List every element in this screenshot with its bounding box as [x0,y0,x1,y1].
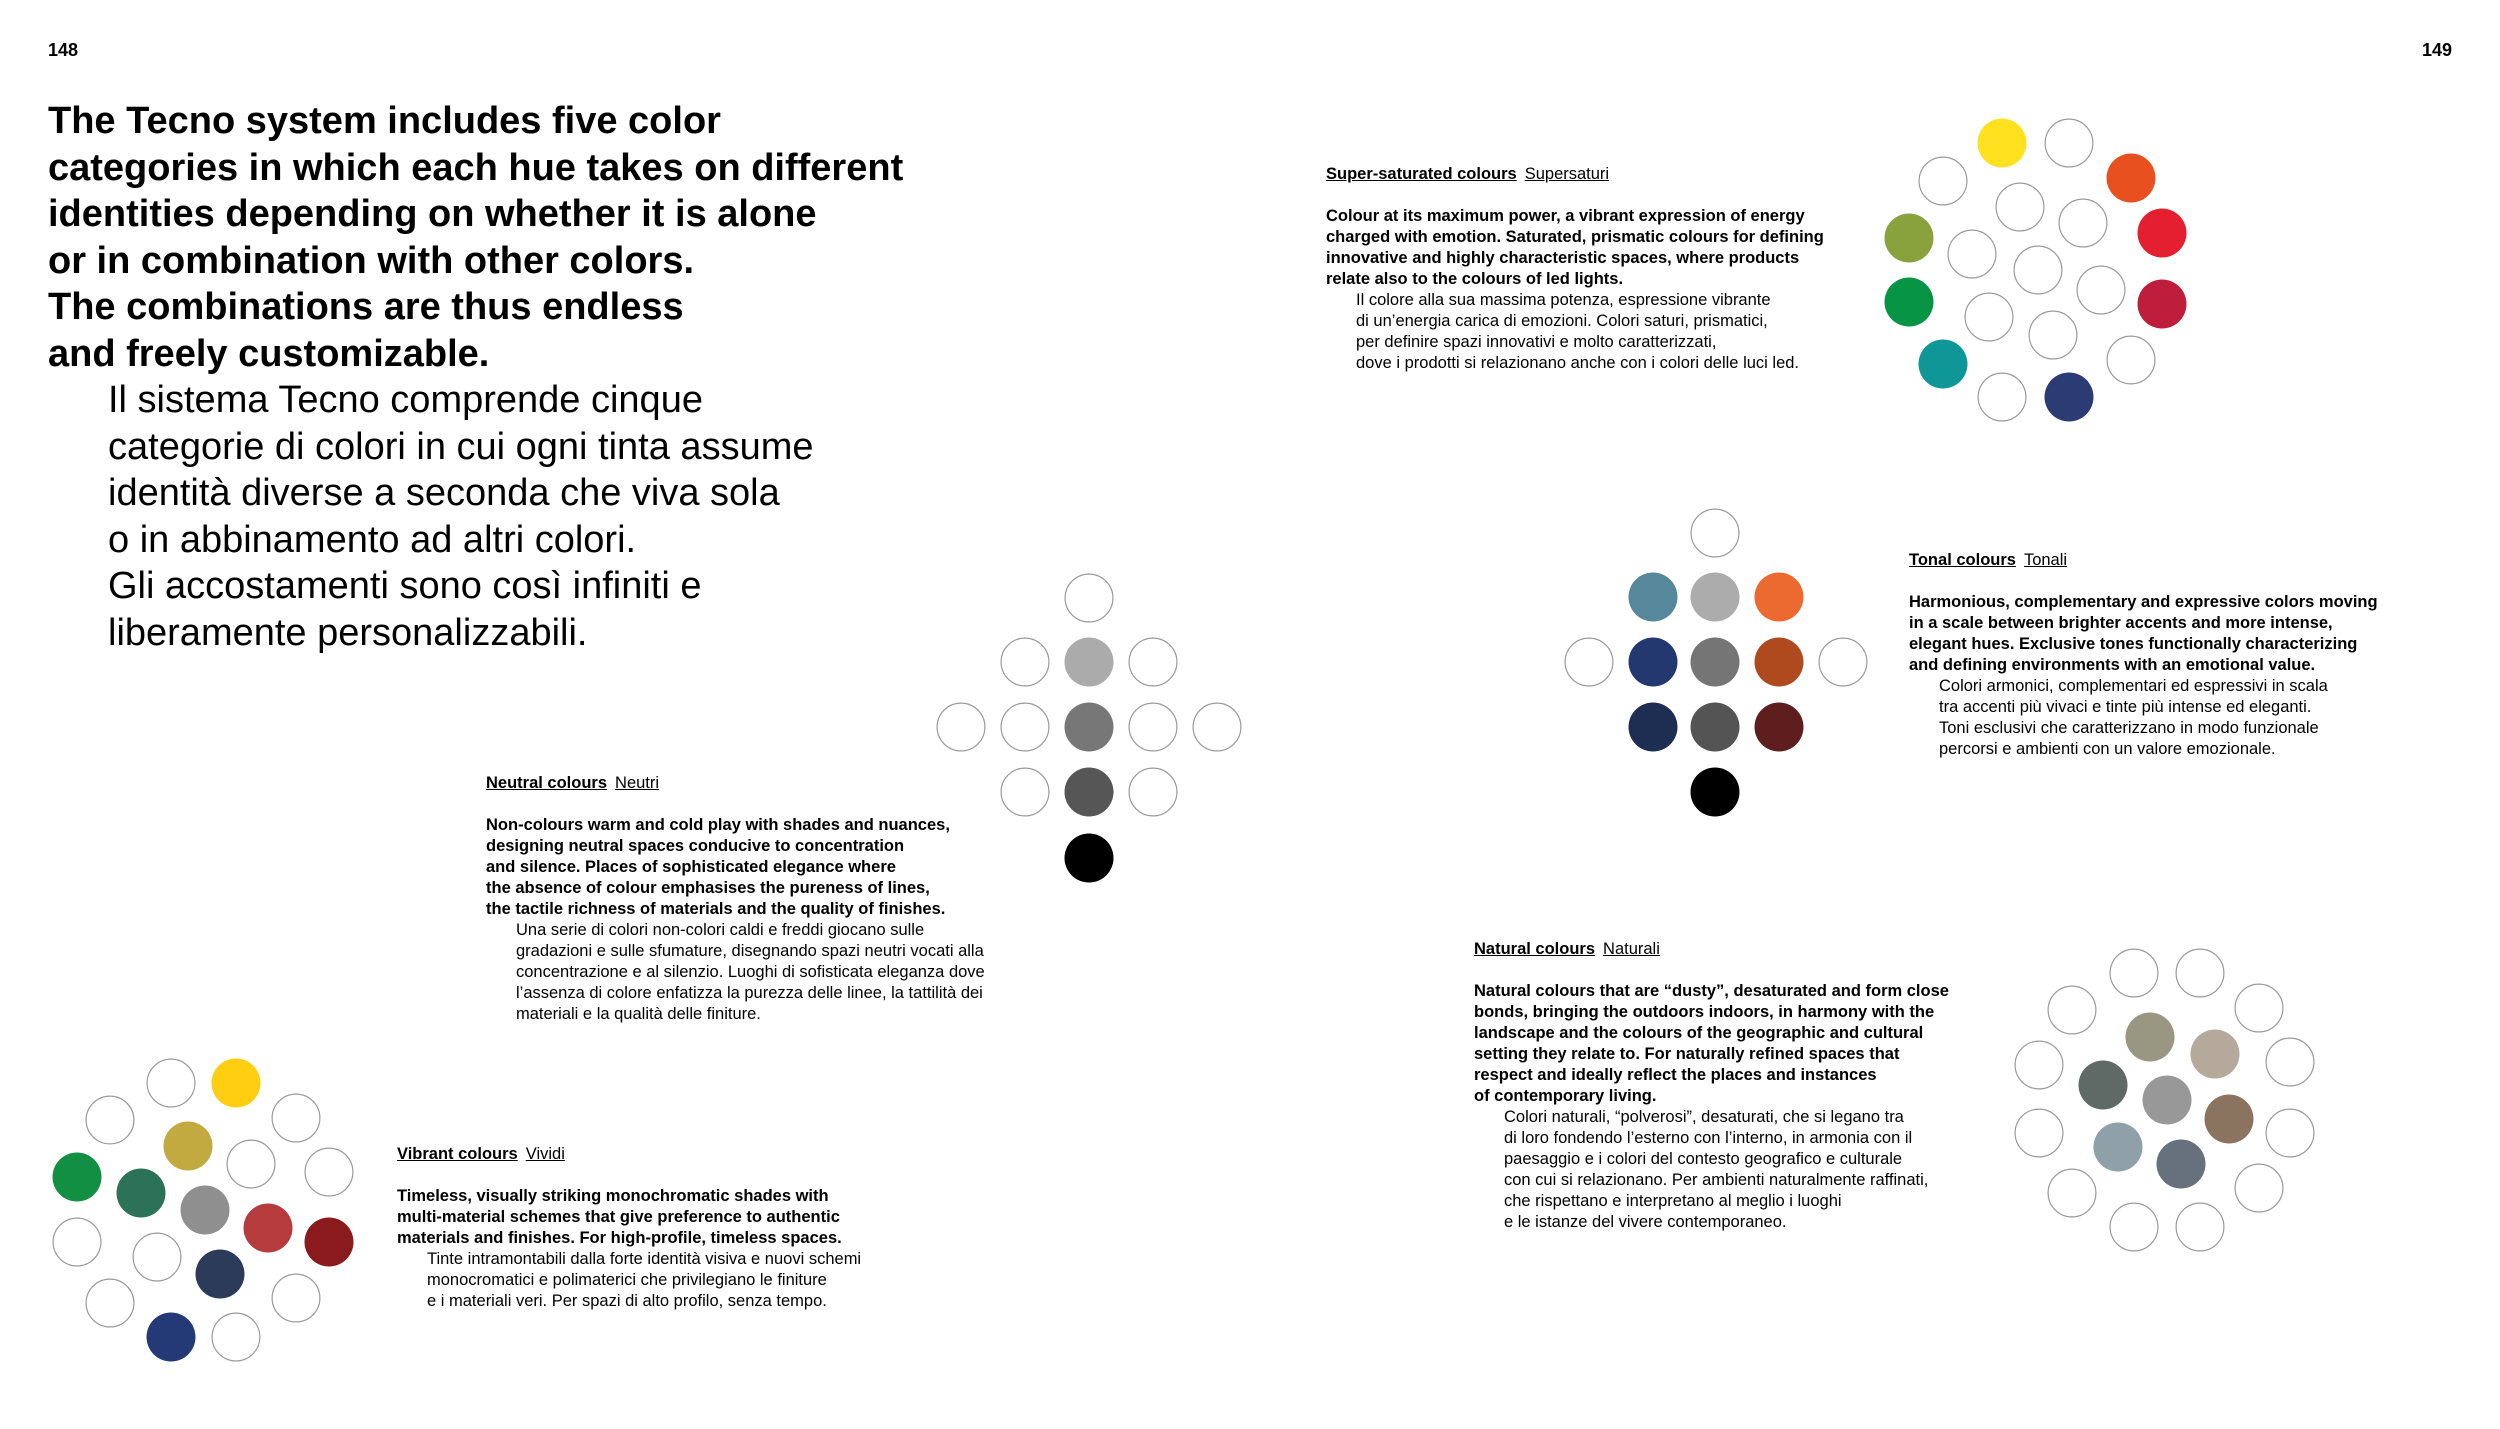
natural-color-swatch [2143,1076,2192,1125]
natural-empty-swatch [2015,1109,2063,1157]
super-empty-swatch [1996,183,2044,231]
text-line: l’assenza di colore enfatizza la purezza delle linee, la tattilità dei [516,984,983,1002]
super-color-swatch [1885,214,1934,263]
intro-line: Il sistema Tecno comprende cinque [108,379,703,421]
natural-empty-swatch [2266,1109,2314,1157]
natural-empty-swatch [2176,1203,2224,1251]
page-number-right: 149 [2421,40,2452,60]
text-line: respect and ideally reflect the places and instances [1474,1066,1877,1084]
super-empty-swatch [2029,311,2077,359]
super-empty-swatch [2059,199,2107,247]
super-empty-swatch [2014,246,2062,294]
natural-empty-swatch [2110,949,2158,997]
super-color-swatch [2107,154,2156,203]
tonal-color-swatch [1691,703,1740,752]
natural-empty-swatch [2048,1169,2096,1217]
tonal-color-swatch [1755,703,1804,752]
neutral-empty-swatch [1065,574,1113,622]
super-empty-swatch [2077,266,2125,314]
text-line: tra accenti più vivaci e tinte più intense ed eleganti. [1939,698,2312,716]
text-line: landscape and the colours of the geographic and cultural [1474,1024,1924,1042]
intro-line: liberamente personalizzabili. [108,611,588,654]
neutral-empty-swatch [1129,703,1177,751]
text-line: concentrazione e al silenzio. Luoghi di sofisticata eleganza dove [516,963,985,981]
intro-line: or in combination with other colors. [48,239,695,282]
heading-italian: Tonali [2023,551,2068,569]
super-color-swatch [2138,280,2187,329]
neutral-empty-swatch [1129,768,1177,816]
text-line: Tinte intramontabili dalla forte identità visiva e nuovi schemi [427,1250,862,1268]
text-line: multi-material schemes that give preference to authentic [397,1208,840,1226]
text-line: charged with emotion. Saturated, prismatic colours for defining [1326,228,1824,246]
tonal-color-swatch [1691,638,1740,687]
vibrant-color-swatch [181,1186,230,1235]
neutral-empty-swatch [937,703,985,751]
vibrant-empty-swatch [86,1096,134,1144]
heading-english: Neutral colours [486,774,608,792]
text-line: Toni esclusivi che caratterizzano in modo funzionale [1939,719,2319,737]
vibrant-empty-swatch [272,1094,320,1142]
natural-empty-swatch [2266,1038,2314,1086]
super-empty-swatch [2107,336,2155,384]
tonal-color-swatch [1629,573,1678,622]
intro-line: Gli accostamenti sono così infiniti e [108,565,702,607]
text-line: Natural colours that are “dusty”, desaturated and form close [1474,982,1949,1000]
tonal-color-swatch [1755,573,1804,622]
neutral-empty-swatch [1193,703,1241,751]
text-line: Non-colours warm and cold play with shades and nuances, [486,816,950,834]
text-line: monocromatici e polimaterici che privilegiano le finiture [427,1271,827,1289]
tonal-color-swatch [1629,703,1678,752]
text-line: per definire spazi innovativi e molto caratterizzati, [1356,333,1717,351]
text-line: Colori naturali, “polverosi”, desaturati, che si legano tra [1504,1108,1904,1126]
text-line: materiali e la qualità delle finiture. [516,1005,761,1023]
intro-line: The combinations are thus endless [48,286,684,328]
intro-line: categorie di colori in cui ogni tinta assume [108,425,814,468]
vibrant-color-swatch [147,1313,196,1362]
text-line: bonds, bringing the outdoors indoors, in harmony with the [1474,1003,1935,1021]
vibrant-empty-swatch [227,1140,275,1188]
vibrant-color-swatch [164,1122,213,1171]
natural-color-swatch [2126,1013,2175,1062]
vibrant-color-swatch [212,1059,261,1108]
heading-italian: Neutri [615,774,660,792]
natural-empty-swatch [2110,1203,2158,1251]
super-color-swatch [1919,340,1968,389]
heading-italian: Vividi [525,1145,565,1163]
super-empty-swatch [1948,230,1996,278]
heading-italian: Naturali [1603,940,1660,958]
heading-english: Vibrant colours [397,1145,518,1163]
text-line: Harmonious, complementary and expressive colors moving [1909,593,2378,611]
text-line: in a scale between brighter accents and more intense, [1909,614,2333,632]
tonal-color-swatch [1755,638,1804,687]
text-line: Colori armonici, complementari ed espressivi in scala [1939,677,2328,695]
super-color-swatch [2138,209,2187,258]
natural-empty-swatch [2048,986,2096,1034]
tonal-color-swatch [1691,768,1740,817]
tonal-empty-swatch [1691,509,1739,557]
text-line: di loro fondendo l’esterno con l’interno, in armonia con il [1504,1129,1913,1147]
vibrant-color-swatch [305,1218,354,1267]
heading-english: Tonal colours [1909,551,2016,569]
neutral-empty-swatch [1129,638,1177,686]
text-line: e i materiali veri. Per spazi di alto profilo, senza tempo. [427,1292,827,1310]
neutral-empty-swatch [1001,768,1049,816]
page-number-left: 148 [48,40,79,60]
tonal-color-swatch [1629,638,1678,687]
text-line: and silence. Places of sophisticated elegance where [486,858,896,876]
intro-line: o in abbinamento ad altri colori. [108,518,637,561]
text-line: innovative and highly characteristic spaces, where products [1326,249,1800,267]
intro-line: identità diverse a seconda che viva sola [108,472,780,514]
text-line: of contemporary living. [1474,1087,1657,1105]
vibrant-empty-swatch [133,1233,181,1281]
heading-english: Natural colours [1474,940,1596,958]
text-line: con cui si relazionano. Per ambienti naturalmente raffinati, [1504,1171,1929,1189]
text-line: Una serie di colori non-colori caldi e freddi giocano sulle [516,921,925,939]
text-line: dove i prodotti si relazionano anche con i colori delle luci led. [1356,354,1800,372]
tonal-color-swatch [1691,573,1740,622]
text-line: gradazioni e sulle sfumature, disegnando spazi neutri vocati alla [516,942,984,960]
super-color-swatch [1885,278,1934,327]
heading-italian: Supersaturi [1524,165,1610,183]
text-line: Colour at its maximum power, a vibrant expression of energy [1326,207,1805,225]
vibrant-empty-swatch [86,1279,134,1327]
text-line: e le istanze del vivere contemporaneo. [1504,1213,1787,1231]
text-line: the tactile richness of materials and the quality of finishes. [486,900,946,918]
vibrant-color-swatch [53,1153,102,1202]
intro-line: and freely customizable. [48,332,490,375]
vibrant-empty-swatch [147,1059,195,1107]
neutral-color-swatch [1065,834,1114,883]
tonal-empty-swatch [1819,638,1867,686]
neutral-empty-swatch [1001,638,1049,686]
natural-empty-swatch [2176,949,2224,997]
text-line: relate also to the colours of led lights. [1326,270,1624,288]
vibrant-empty-swatch [53,1218,101,1266]
natural-color-swatch [2205,1095,2254,1144]
natural-color-swatch [2094,1123,2143,1172]
intro-line: identities depending on whether it is alone [48,193,817,235]
natural-color-swatch [2157,1140,2206,1189]
intro-line: categories in which each hue takes on different [48,146,904,189]
natural-empty-swatch [2015,1041,2063,1089]
neutral-color-swatch [1065,703,1114,752]
natural-color-swatch [2079,1061,2128,1110]
heading-english: Super-saturated colours [1326,165,1517,183]
vibrant-color-swatch [244,1204,293,1253]
text-line: setting they relate to. For naturally refined spaces that [1474,1045,1900,1063]
super-empty-swatch [1978,373,2026,421]
super-empty-swatch [1919,157,1967,205]
text-line: percorsi e ambienti con un valore emozionale. [1939,740,2276,758]
natural-empty-swatch [2235,984,2283,1032]
vibrant-empty-swatch [272,1274,320,1322]
text-line: and defining environments with an emotional value. [1909,656,2316,674]
neutral-color-swatch [1065,638,1114,687]
text-line: elegant hues. Exclusive tones functionally characterizing [1909,635,2358,653]
text-line: di un’energia carica di emozioni. Colori saturi, prismatici, [1356,312,1768,330]
text-line: paesaggio e i colori del contesto geografico e culturale [1504,1150,1903,1168]
neutral-color-swatch [1065,768,1114,817]
super-empty-swatch [2045,119,2093,167]
super-empty-swatch [1965,293,2013,341]
tonal-empty-swatch [1565,638,1613,686]
neutral-empty-swatch [1001,703,1049,751]
vibrant-empty-swatch [305,1148,353,1196]
intro-line: The Tecno system includes five color [48,100,721,142]
text-line: materials and finishes. For high-profile, timeless spaces. [397,1229,842,1247]
super-color-swatch [1978,119,2027,168]
vibrant-color-swatch [196,1250,245,1299]
text-line: designing neutral spaces conducive to concentration [486,837,905,855]
text-line: Timeless, visually striking monochromatic shades with [397,1187,829,1205]
text-line: che rispettano e interpretano al meglio i luoghi [1504,1192,1842,1210]
natural-empty-swatch [2235,1164,2283,1212]
text-line: the absence of colour emphasises the pureness of lines, [486,879,930,897]
natural-color-swatch [2191,1030,2240,1079]
text-line: Il colore alla sua massima potenza, espressione vibrante [1356,291,1771,309]
super-color-swatch [2045,373,2094,422]
vibrant-color-swatch [117,1169,166,1218]
vibrant-empty-swatch [212,1313,260,1361]
